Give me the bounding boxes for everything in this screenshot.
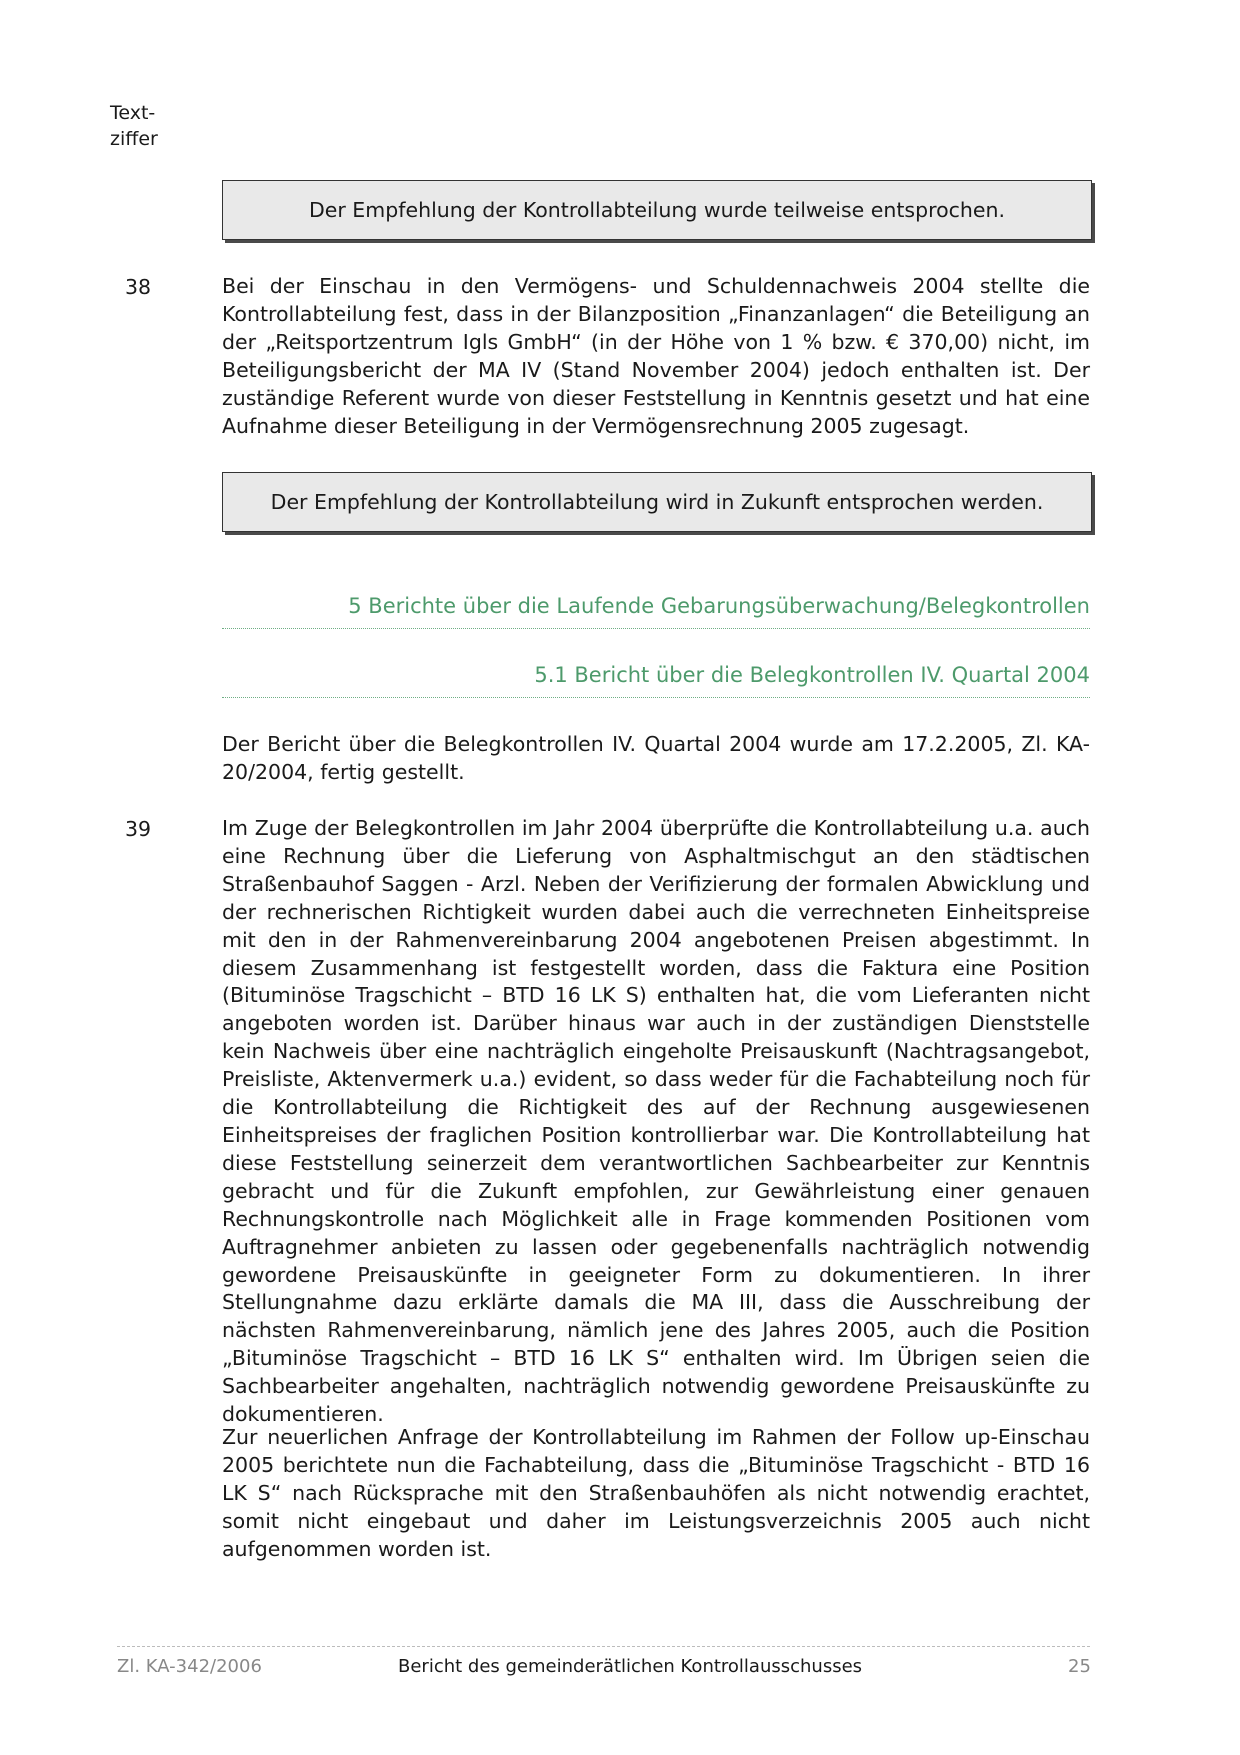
footer-title: Bericht des gemeinderätlichen Kontrollausschusses [398, 1656, 863, 1677]
section-heading-5-1: 5.1 Bericht über die Belegkontrollen IV. Quartal 2004 [222, 663, 1090, 698]
textziffer-38: 38 [125, 275, 152, 299]
paragraph-39: Im Zuge der Belegkontrollen im Jahr 2004 überprüfte die Kontrollabteilung u.a. auch eine Rechnung über die Lieferung von Asphaltmischgut an den städtischen Straßenbauhof Saggen - Arzl. Neben der Verifizierung der formalen Abwicklung und der rechnerischen Richtigkeit wurden dabei auch die verrechneten Einheitspreise mit den in der Rahmenvereinbarung 2004 angebotenen Preisen abgestimmt. In diesem Zusammenhang ist festgestellt worden, dass die Faktura eine Position (Bituminöse Tragschicht – BTD 16 LK S) enthalten hat, die vom Lieferanten nicht angeboten worden ist. Darüber hinaus war auch in der zuständigen Dienststelle kein Nachweis über eine nachträglich eingeholte Preisauskunft (Nachtragsangebot, Preisliste, Aktenvermerk u.a.) evident, so dass weder für die Fachabteilung noch für die Kontrollabteilung die Richtigkeit des auf der Rechnung ausgewiesenen Einheitspreises der fraglichen Position kontrollierbar war. Die Kontrollabteilung hat diese Feststellung seinerzeit dem verantwortlichen Sachbearbeiter zur Kenntnis gebracht und für die Zukunft empfohlen, zur Gewährleistung einer genauen Rechnungskontrolle nach Möglichkeit alle in Frage kommenden Positionen vom Auftragnehmer anbieten zu lassen oder gegebenenfalls nachträglich notwendig gewordene Preisauskünfte in geeigneter Form zu dokumentieren. In ihrer Stellungnahme dazu erklärte damals die MA III, dass die Ausschreibung der nächsten Rahmenvereinbarung, nämlich jene des Jahres 2005, auch die Position „Bituminöse Tragschicht – BTD 16 LK S“ enthalten wird. Im Übrigen seien die Sachbearbeiter angehalten, nachträglich notwendig gewordene Preisauskünfte zu dokumentieren. [222, 816, 1090, 1427]
paragraph-38: Bei der Einschau in den Vermögens- und Schuldennachweis 2004 stellte die Kontrollabteilung fest, dass in der Bilanzposition „Finanzanlagen“ die Beteiligung an der „Reitsportzentrum Igls GmbH“ (in der Höhe von 1 % bzw. € 370,00) nicht, im Beteiligungsbericht der MA IV (Stand November 2004) jedoch enthalten ist. Der zuständige Referent wurde von dieser Feststellung in Kenntnis gesetzt und hat eine Aufnahme dieser Beteiligung in der Vermögensrechnung 2005 zugesagt. [222, 274, 1090, 438]
followup-paragraph: Zur neuerlichen Anfrage der Kontrollabteilung im Rahmen der Follow up-Einschau 2005 berichtete nun die Fachabteilung, dass die „Bituminöse Tragschicht - BTD 16 LK S“ nach Rücksprache mit den Straßenbauhöfen als nicht notwendig erachtet, somit nicht eingebaut und daher im Leistungsverzeichnis 2005 auch nicht aufgenommen worden ist. [222, 1425, 1090, 1561]
recommendation-box-2: Der Empfehlung der Kontrollabteilung wird in Zukunft entsprochen werden. [222, 472, 1092, 532]
margin-label-line2: ziffer [110, 128, 158, 150]
footer-reference: Zl. KA-342/2006 [117, 1656, 262, 1677]
intro-paragraph: Der Bericht über die Belegkontrollen IV. Quartal 2004 wurde am 17.2.2005, Zl. KA-20/2004, fertig gestellt. [222, 732, 1090, 784]
section-heading-5: 5 Berichte über die Laufende Gebarungsüberwachung/Belegkontrollen [222, 594, 1090, 629]
margin-label-line1: Text- [110, 102, 156, 124]
page-number: 25 [1068, 1656, 1091, 1677]
textziffer-39: 39 [125, 817, 152, 841]
recommendation-box-1: Der Empfehlung der Kontrollabteilung wurde teilweise entsprochen. [222, 180, 1092, 240]
footer-divider [117, 1646, 1090, 1647]
margin-label-textziffer [110, 100, 158, 152]
